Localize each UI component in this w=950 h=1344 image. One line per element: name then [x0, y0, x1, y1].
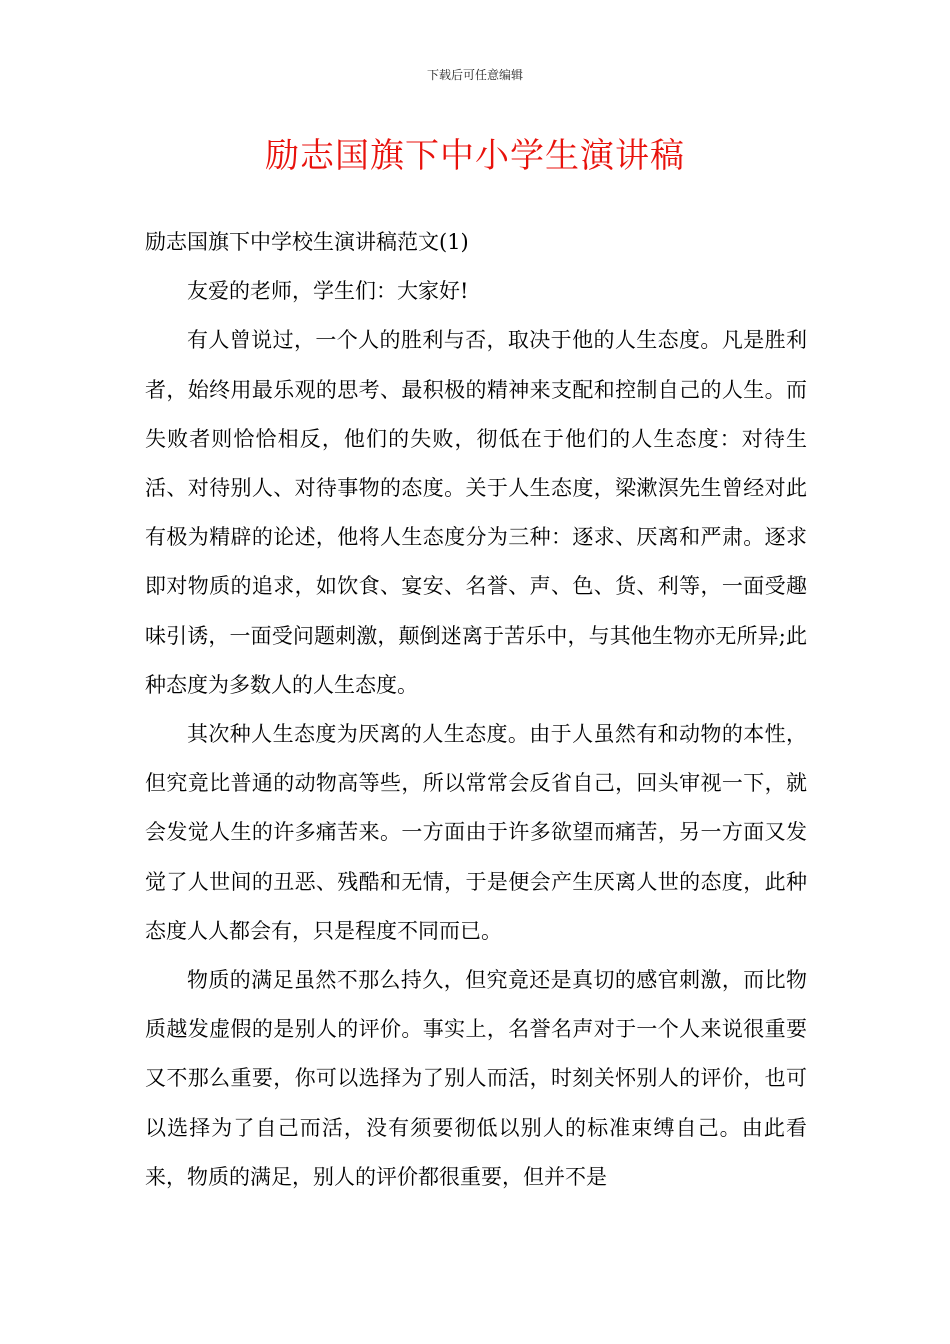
paragraph: 有人曾说过，一个人的胜利与否，取决于他的人生态度。凡是胜利者，始终用最乐观的思考、最积极的精神来支配和控制自己的人生。而失败者则恰恰相反，他们的失败，彻低在于他们的人生态度：对待生活、对待别人、对待事物的态度。关于人生态度，梁漱溟先生曾经对此有极为精辟的论述，他将人生态度分为三种：逐求、厌离和严肃。逐求即对物质的追求，如饮食、宴安、名誉、声、色、货、利等，一面受趣味引诱，一面受问题刺激，颠倒迷离于苦乐中，与其他生物亦无所异;此种态度为多数人的人生态度。: [145, 328, 807, 697]
header-note: 下载后可任意编辑: [426, 68, 523, 82]
document-body: [145, 218, 807, 1202]
paragraph: 物质的满足虽然不那么持久，但究竟还是真切的感官刺激，而比物质越发虚假的是别人的评价。事实上，名誉名声对于一个人来说很重要又不那么重要，你可以选择为了别人而活，时刻关怀别人的评价，也可以选择为了自己而活，没有须要彻低以别人的标准束缚自己。由此看来，物质的满足，别人的评价都很重要，但并不是: [145, 968, 807, 1189]
document-subtitle: 励志国旗下中学校生演讲稿范文(1): [145, 230, 469, 254]
paragraph: 其次种人生态度为厌离的人生态度。由于人虽然有和动物的本性，但究竟比普通的动物高等些，所以常常会反省自己，回头审视一下，就会发觉人生的许多痛苦来。一方面由于许多欲望而痛苦，另一方面又发觉了人世间的丑恶、残酷和无情，于是便会产生厌离人世的态度，此种态度人人都会有，只是程度不同而已。: [145, 722, 807, 943]
document-title: 励志国旗下中小学生演讲稿: [265, 136, 685, 176]
paragraph-greeting: 友爱的老师，学生们：大家好!: [187, 279, 469, 304]
